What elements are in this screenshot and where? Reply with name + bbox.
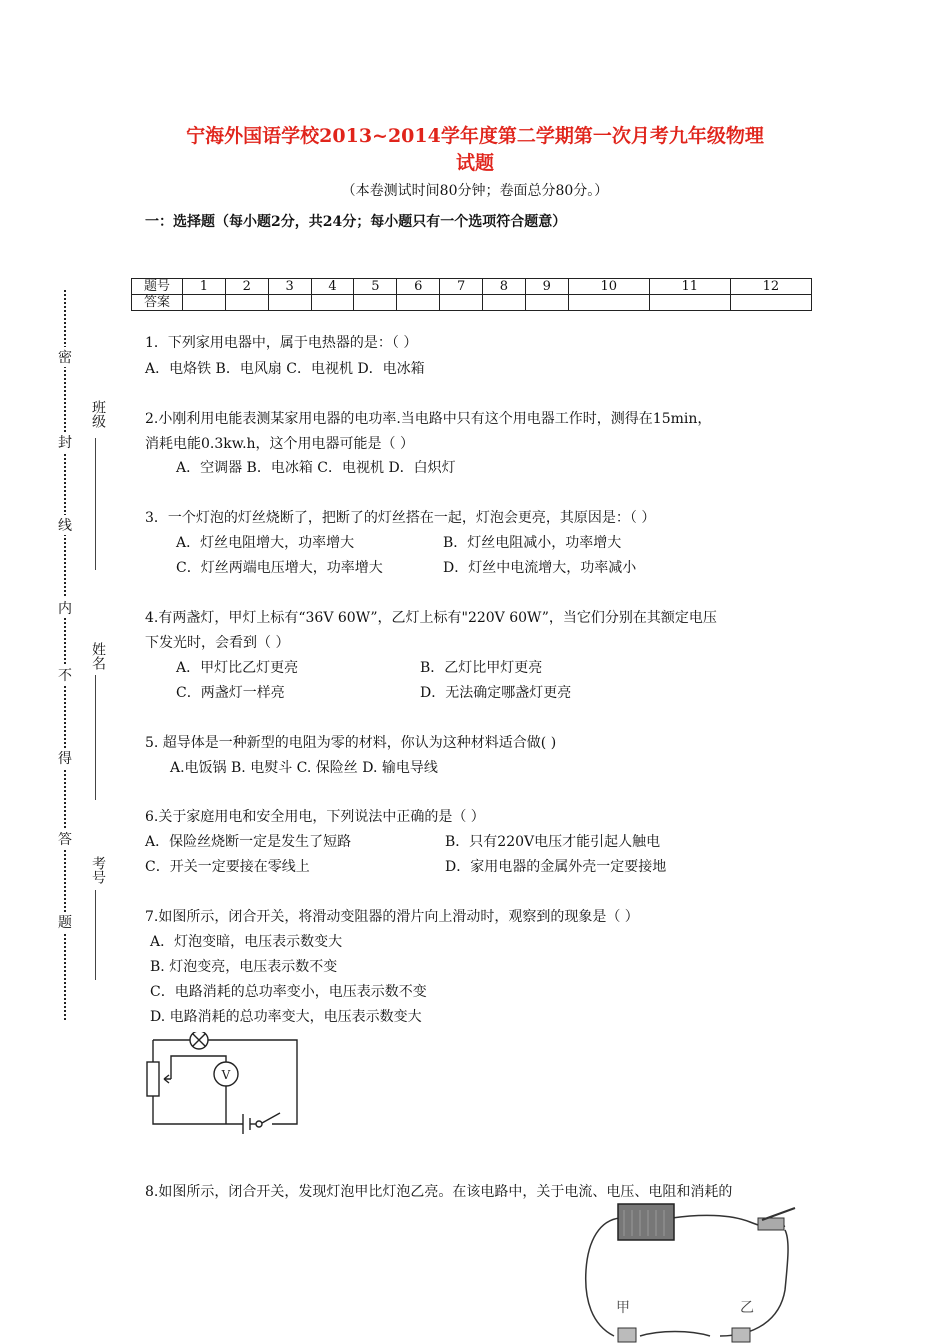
question-4-stem: 4.有两盏灯，甲灯上标有“36V 60W”，乙灯上标有"220V 60W”，当它们分别在其额定电压 xyxy=(145,610,717,626)
title-line-1: 宁海外国语学校2013~2014学年度第二学期第一次月考九年级物理 xyxy=(186,125,764,147)
question-6-option-d: D．家用电器的金属外壳一定要接地 xyxy=(445,859,667,875)
answer-cell[interactable] xyxy=(225,295,268,311)
question-2-stem-cont: 消耗电能0.3kw.h，这个用电器可能是（ ） xyxy=(145,436,414,452)
question-5-options: A.电饭锅 B. 电熨斗 C. 保险丝 D. 输电导线 xyxy=(170,760,438,776)
answer-cell[interactable] xyxy=(649,295,730,311)
answer-table xyxy=(131,278,812,311)
question-7-option-b: B. 灯泡变亮，电压表示数不变 xyxy=(150,959,338,975)
lamp-b-label: 乙 xyxy=(740,1300,754,1316)
seal-char: 密 xyxy=(58,347,72,367)
seal-dotted-line xyxy=(64,290,66,1020)
seal-char: 题 xyxy=(58,912,72,932)
battery-icon xyxy=(618,1204,674,1240)
question-4-option-c: C．两盏灯一样亮 xyxy=(176,685,285,701)
question-3-stem: 3．一个灯泡的灯丝烧断了，把断了的灯丝搭在一起，灯泡会更亮，其原因是：（ ） xyxy=(145,510,656,526)
question-4-option-a: A．甲灯比乙灯更亮 xyxy=(176,660,299,676)
question-6-option-a: A．保险丝烧断一定是发生了短路 xyxy=(145,834,352,850)
question-7-circuit-diagram xyxy=(140,1032,305,1134)
question-7-option-d: D. 电路消耗的总功率变大，电压表示数变大 xyxy=(150,1009,422,1025)
title-line-2: 试题 xyxy=(455,152,494,174)
answer-cell[interactable] xyxy=(730,295,811,311)
question-8-stem: 8.如图所示，闭合开关，发现灯泡甲比灯泡乙亮。在该电路中，关于电流、电压、电阻和消耗的 xyxy=(145,1184,733,1200)
question-1-options: A．电烙铁 B．电风扇 C．电视机 D．电冰箱 xyxy=(145,361,425,377)
table-number-cell: 12 xyxy=(730,279,811,295)
question-2-options: A．空调器 B．电冰箱 C．电视机 D．白炽灯 xyxy=(176,460,456,476)
question-3-option-b: B．灯丝电阻减小，功率增大 xyxy=(443,535,622,551)
table-number-cell: 2 xyxy=(225,279,268,295)
answer-cell[interactable] xyxy=(483,295,526,311)
question-7-option-c: C．电路消耗的总功率变小，电压表示数不变 xyxy=(150,984,427,1000)
lamp-b-icon xyxy=(732,1328,750,1342)
question-6-option-c: C．开关一定要接在零线上 xyxy=(145,859,310,875)
lamp-a-label: 甲 xyxy=(616,1300,630,1316)
section-heading: 一：选择题（每小题2分，共24分；每小题只有一个选项符合题意） xyxy=(145,214,567,230)
seal-char: 不 xyxy=(58,665,72,685)
answer-table-number-row xyxy=(132,279,812,295)
question-4-stem-cont: 下发光时，会看到（ ） xyxy=(145,635,290,651)
table-number-cell: 1 xyxy=(183,279,226,295)
class-label: 班级 xyxy=(90,400,106,428)
answer-table-answer-row xyxy=(132,295,812,311)
question-1-stem: 1．下列家用电器中，属于电热器的是：（ ） xyxy=(145,335,418,351)
answer-cell[interactable] xyxy=(525,295,568,311)
seal-char: 线 xyxy=(58,515,72,535)
name-label: 姓名 xyxy=(90,642,106,670)
table-number-cell: 3 xyxy=(268,279,311,295)
question-3-option-c: C．灯丝两端电压增大，功率增大 xyxy=(176,560,383,576)
lamp-a-icon xyxy=(618,1328,636,1342)
table-number-cell: 7 xyxy=(440,279,483,295)
question-4-option-b: B．乙灯比甲灯更亮 xyxy=(420,660,543,676)
answer-cell[interactable] xyxy=(311,295,354,311)
voltmeter-label: V xyxy=(221,1068,231,1082)
table-number-cell: 10 xyxy=(568,279,649,295)
question-8-circuit-diagram xyxy=(580,1200,805,1344)
answer-cell[interactable] xyxy=(354,295,397,311)
question-7-option-a: A．灯泡变暗，电压表示数变大 xyxy=(150,934,343,950)
table-number-cell: 11 xyxy=(649,279,730,295)
answer-cell[interactable] xyxy=(183,295,226,311)
table-answer-label: 答案 xyxy=(132,295,183,311)
class-blank[interactable] xyxy=(95,438,96,570)
question-7-stem: 7.如图所示，闭合开关，将滑动变阻器的滑片向上滑动时，观察到的现象是（ ） xyxy=(145,909,639,925)
answer-cell[interactable] xyxy=(440,295,483,311)
exam-number-label: 考号 xyxy=(90,856,106,884)
question-6-stem: 6.关于家庭用电和安全用电，下列说法中正确的是（ ） xyxy=(145,809,485,825)
table-number-cell: 6 xyxy=(397,279,440,295)
question-6-option-b: B．只有220V电压才能引起人触电 xyxy=(445,834,661,850)
table-number-cell: 5 xyxy=(354,279,397,295)
exam-number-blank[interactable] xyxy=(95,890,96,980)
answer-cell[interactable] xyxy=(397,295,440,311)
answer-cell[interactable] xyxy=(568,295,649,311)
table-header-label: 题号 xyxy=(132,279,183,295)
question-3-option-a: A．灯丝电阻增大，功率增大 xyxy=(176,535,355,551)
question-4-option-d: D．无法确定哪盏灯更亮 xyxy=(420,685,572,701)
table-number-cell: 8 xyxy=(483,279,526,295)
question-5-stem: 5. 超导体是一种新型的电阻为零的材料，你认为这种材料适合做( ) xyxy=(145,735,557,751)
switch-icon xyxy=(758,1208,795,1230)
seal-char: 封 xyxy=(58,432,72,452)
seal-char: 内 xyxy=(58,598,72,618)
table-number-cell: 9 xyxy=(525,279,568,295)
subtitle: （本卷测试时间80分钟；卷面总分80分。） xyxy=(341,183,609,199)
seal-char: 得 xyxy=(58,748,72,768)
question-2-stem: 2.小刚利用电能表测某家用电器的电功率.当电路中只有这个用电器工作时，测得在15min， xyxy=(145,411,712,427)
question-3-option-d: D．灯丝中电流增大，功率减小 xyxy=(443,560,637,576)
seal-char: 答 xyxy=(58,829,72,849)
table-number-cell: 4 xyxy=(311,279,354,295)
name-blank[interactable] xyxy=(95,675,96,800)
answer-cell[interactable] xyxy=(268,295,311,311)
